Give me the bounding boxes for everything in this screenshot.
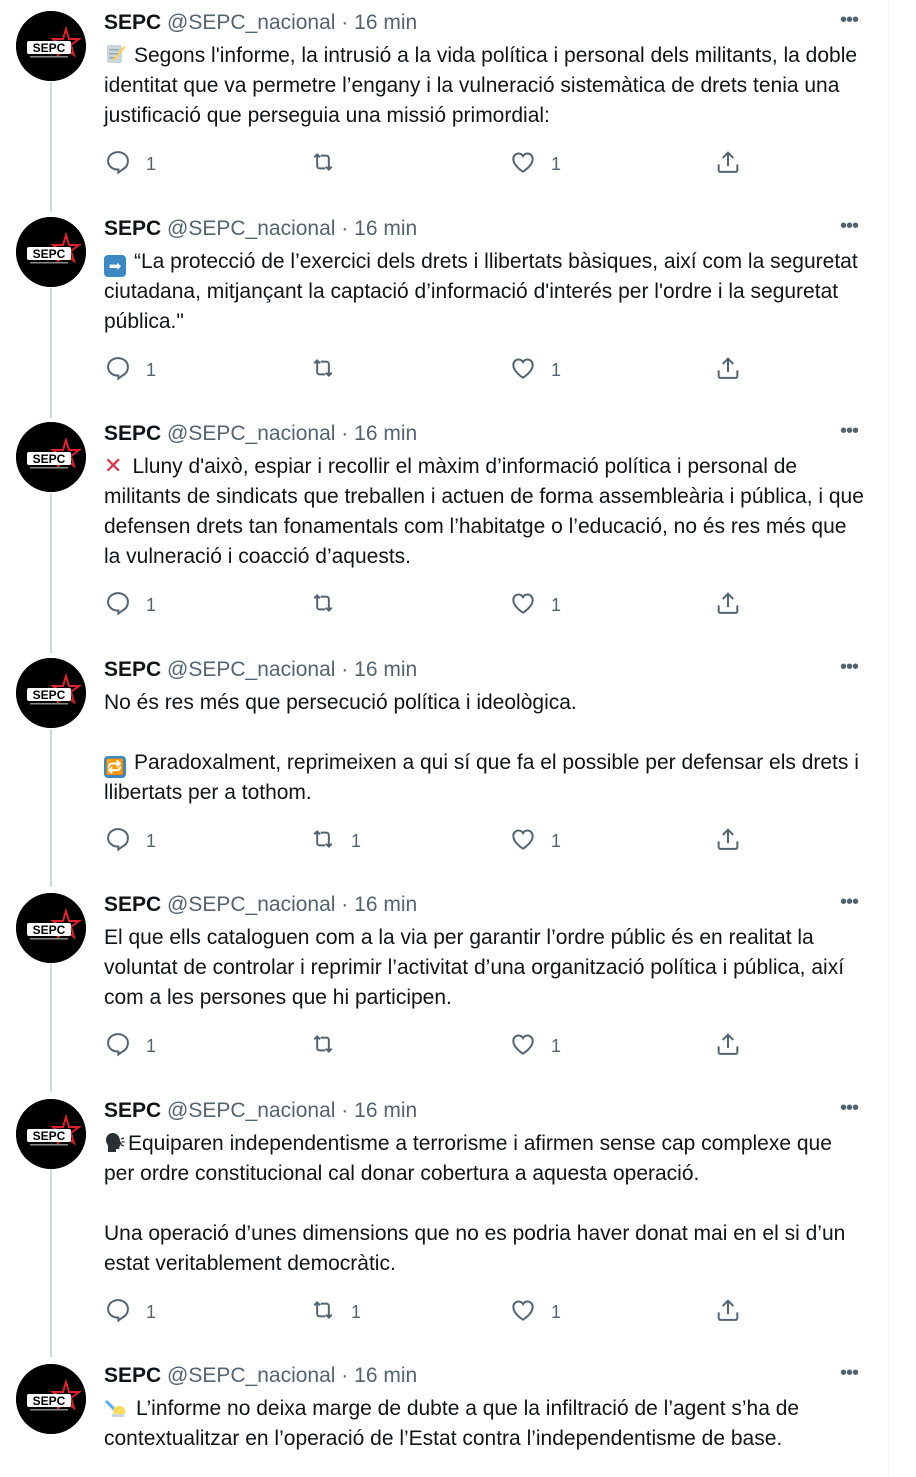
like-count: 1 (551, 1301, 562, 1322)
tweet-text (104, 923, 864, 1013)
sepc-logo (16, 217, 86, 287)
writing-hand-emoji (104, 1396, 128, 1418)
tweet-header (104, 420, 861, 448)
avatar[interactable] (16, 1099, 86, 1169)
share-icon (714, 1030, 742, 1063)
author-name[interactable]: SEPC (104, 893, 162, 916)
svg-text:SEPC: SEPC (32, 452, 66, 466)
like-button[interactable] (509, 150, 561, 178)
svg-text:SEPC: SEPC (32, 247, 66, 261)
tweet-actions (104, 356, 754, 384)
more-icon[interactable]: ••• (839, 1362, 858, 1384)
reply-count: 1 (146, 1035, 157, 1056)
retweet-button[interactable] (309, 1032, 351, 1060)
tweet-text (104, 1394, 864, 1454)
tweet-actions (104, 1032, 754, 1060)
more-icon[interactable]: ••• (839, 1097, 858, 1119)
share-button[interactable] (714, 591, 742, 619)
retweet-icon (309, 825, 337, 858)
author-name[interactable]: SEPC (104, 422, 162, 445)
tweet-actions (104, 150, 754, 178)
reply-count: 1 (146, 594, 157, 615)
like-count: 1 (551, 359, 562, 380)
like-count: 1 (551, 594, 562, 615)
separator: · (341, 422, 349, 445)
avatar[interactable] (16, 1364, 86, 1434)
timestamp[interactable]: 16 min (354, 893, 418, 916)
author-name[interactable]: SEPC (104, 11, 162, 34)
reply-icon (104, 1296, 132, 1329)
retweet-icon (309, 1296, 337, 1329)
sepc-logo (16, 658, 86, 728)
reply-button[interactable] (104, 591, 156, 619)
more-icon[interactable]: ••• (839, 656, 858, 678)
paragraph: L’informe no deixa marge de dubte a que la infiltració de l’agent s’ha de contextualitzar en l’operació de l’Estat contra l’independentisme de base. (104, 1397, 800, 1450)
separator: · (341, 11, 349, 34)
timestamp[interactable]: 16 min (354, 1364, 418, 1387)
more-icon[interactable]: ••• (839, 9, 858, 31)
author-handle[interactable]: @SEPC_nacional (167, 658, 336, 681)
reply-icon (104, 354, 132, 387)
reply-icon (104, 825, 132, 858)
paragraph: Lluny d'això, espiar i recollir el màxim d’informació política i personal de militants de sindicats que treballen i actuen de forma assembleària i pública, i que defensen drets tan fonamentals com l’habitatge o l’educació, no és res més que la vulneració i coacció d’aquests. (104, 455, 864, 568)
paragraph: “La protecció de l’exercici dels drets i llibertats bàsiques, així com la seguretat ciutadana, mitjançant la captació d’informació d'interés per l'ordre i la seguretat pública." (104, 250, 858, 333)
tweet-actions (104, 827, 754, 855)
paragraph: El que ells cataloguen com a la via per garantir l’ordre públic és en realitat la voluntat de controlar i reprimir l’activitat d’una organització política i pública, així com a les persones que hi participen. (104, 926, 845, 1009)
retweet-count: 1 (351, 1301, 362, 1322)
paragraph: Segons l'informe, la intrusió a la vida política i personal dels militants, la doble identitat que va permetre l’engany i la vulneració sistemàtica de drets tenia una justificació que perseguia una missió primordial: (104, 44, 858, 127)
svg-text:SEPC: SEPC (32, 923, 66, 937)
sepc-logo (16, 1099, 86, 1169)
more-icon[interactable]: ••• (839, 891, 858, 913)
author-handle[interactable]: @SEPC_nacional (167, 893, 336, 916)
tweet[interactable] (0, 206, 889, 411)
avatar[interactable] (16, 11, 86, 81)
retweet-icon (309, 1030, 337, 1063)
like-button[interactable] (509, 1298, 561, 1326)
avatar[interactable] (16, 217, 86, 287)
tweet[interactable] (0, 882, 889, 1088)
reply-count: 1 (146, 1301, 157, 1322)
right-arrow-emoji: ➡ (104, 255, 126, 277)
like-button[interactable] (509, 1032, 561, 1060)
speaking-head-emoji (104, 1131, 126, 1153)
tweet-text (104, 1129, 864, 1279)
like-button[interactable] (509, 356, 561, 384)
sepc-logo (16, 422, 86, 492)
reply-count: 1 (146, 153, 157, 174)
svg-text:SEPC: SEPC (32, 688, 66, 702)
share-button[interactable] (714, 1032, 742, 1060)
retweet-icon (309, 354, 337, 387)
separator: · (341, 1099, 349, 1122)
retweet-count: 1 (351, 830, 362, 851)
timestamp[interactable]: 16 min (354, 658, 418, 681)
reply-icon (104, 589, 132, 622)
tweet[interactable] (0, 647, 889, 882)
tweet[interactable] (0, 411, 889, 647)
reply-icon (104, 1030, 132, 1063)
like-button[interactable] (509, 827, 561, 855)
tweet-text (104, 688, 864, 808)
separator: · (341, 893, 349, 916)
timestamp[interactable]: 16 min (354, 11, 418, 34)
separator: · (341, 658, 349, 681)
reply-icon (104, 148, 132, 181)
share-icon (714, 148, 742, 181)
paragraph: Equiparen independentisme a terrorisme i afirmen sense cap complexe que per ordre constitucional cal donar cobertura a aquesta operació. (104, 1132, 832, 1185)
like-icon (509, 825, 537, 858)
more-icon[interactable]: ••• (839, 215, 858, 237)
author-handle[interactable]: @SEPC_nacional (167, 1099, 336, 1122)
share-button[interactable] (714, 1298, 742, 1326)
reply-button[interactable] (104, 356, 156, 384)
author-handle[interactable]: @SEPC_nacional (167, 422, 336, 445)
separator: · (341, 217, 349, 240)
like-icon (509, 589, 537, 622)
reply-button[interactable] (104, 1032, 156, 1060)
tweet-header (104, 891, 861, 919)
svg-text:SEPC: SEPC (32, 1129, 66, 1143)
share-icon (714, 1296, 742, 1329)
like-count: 1 (551, 830, 562, 851)
tweet[interactable] (0, 0, 889, 206)
like-icon (509, 354, 537, 387)
tweet-header (104, 215, 861, 243)
timestamp[interactable]: 16 min (354, 422, 418, 445)
share-button[interactable] (714, 356, 742, 384)
repeat-emoji: 🔁 (105, 758, 125, 776)
share-button[interactable] (714, 827, 742, 855)
retweet-button[interactable] (309, 591, 351, 619)
more-icon[interactable]: ••• (839, 420, 858, 442)
avatar[interactable] (16, 422, 86, 492)
retweet-button[interactable] (309, 356, 351, 384)
retweet-button[interactable] (309, 827, 361, 855)
author-name[interactable]: SEPC (104, 658, 162, 681)
reply-button[interactable] (104, 150, 156, 178)
retweet-button[interactable] (309, 1298, 361, 1326)
tweet-header (104, 656, 861, 684)
retweet-icon (309, 589, 337, 622)
tweet-header (104, 1097, 861, 1125)
sepc-logo (16, 1364, 86, 1434)
like-icon (509, 148, 537, 181)
tweet-text (104, 41, 864, 131)
timestamp[interactable]: 16 min (354, 217, 418, 240)
sepc-logo (16, 11, 86, 81)
sepc-logo (16, 893, 86, 963)
tweet-text (104, 247, 864, 337)
like-count: 1 (551, 153, 562, 174)
retweet-button[interactable] (309, 150, 351, 178)
author-name[interactable]: SEPC (104, 1099, 162, 1122)
retweet-icon (309, 148, 337, 181)
tweet-header (104, 9, 861, 37)
tweet-text (104, 452, 864, 572)
share-button[interactable] (714, 150, 742, 178)
share-icon (714, 354, 742, 387)
like-icon (509, 1296, 537, 1329)
author-name[interactable]: SEPC (104, 217, 162, 240)
share-icon (714, 825, 742, 858)
author-handle[interactable]: @SEPC_nacional (167, 1364, 336, 1387)
avatar[interactable] (16, 893, 86, 963)
reply-count: 1 (146, 359, 157, 380)
tweet-actions (104, 1298, 754, 1326)
svg-text:SEPC: SEPC (32, 1394, 66, 1408)
paragraph: No és res més que persecució política i ideològica. (104, 691, 577, 714)
tweet-header (104, 1362, 861, 1390)
like-icon (509, 1030, 537, 1063)
reply-button[interactable] (104, 827, 156, 855)
like-button[interactable] (509, 591, 561, 619)
like-count: 1 (551, 1035, 562, 1056)
author-name[interactable]: SEPC (104, 1364, 162, 1387)
reply-count: 1 (146, 830, 157, 851)
reply-button[interactable] (104, 1298, 156, 1326)
cross-mark-emoji: ✕ (104, 454, 123, 479)
separator: · (341, 1364, 349, 1387)
timestamp[interactable]: 16 min (354, 1099, 418, 1122)
avatar[interactable] (16, 658, 86, 728)
paragraph: Paradoxalment, reprimeixen a qui sí que fa el possible per defensar els drets i llibertats per a tothom. (104, 751, 859, 804)
paragraph: Una operació d’unes dimensions que no es podria haver donat mai en el si d’un estat veritablement democràtic. (104, 1222, 846, 1275)
tweet[interactable] (0, 1088, 889, 1353)
share-icon (714, 589, 742, 622)
svg-text:SEPC: SEPC (32, 41, 66, 55)
author-handle[interactable]: @SEPC_nacional (167, 217, 336, 240)
tweet[interactable] (0, 1353, 889, 1477)
memo-emoji (104, 43, 126, 65)
tweet-actions (104, 591, 754, 619)
author-handle[interactable]: @SEPC_nacional (167, 11, 336, 34)
